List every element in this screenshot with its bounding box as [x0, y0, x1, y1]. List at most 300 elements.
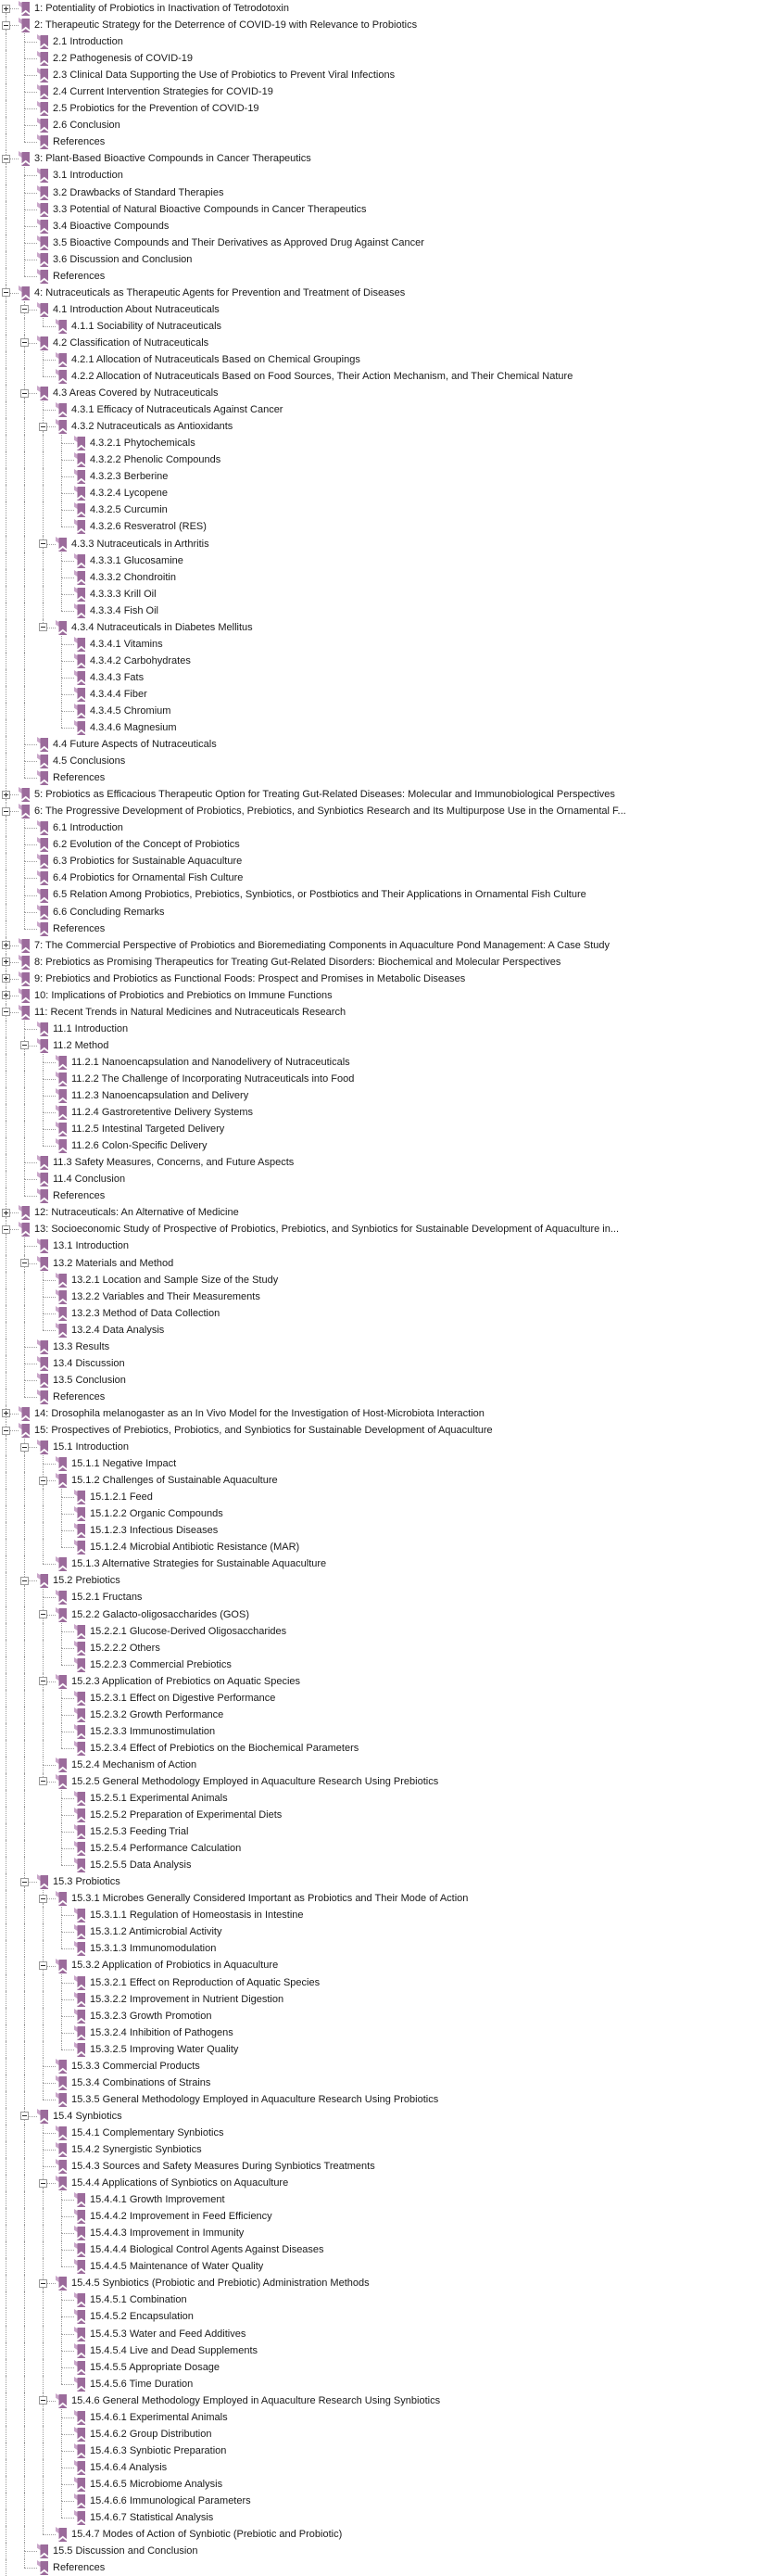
- bookmark-icon[interactable]: [74, 519, 86, 534]
- bookmark-label[interactable]: 15.2.2.3 Commercial Prebiotics: [90, 1658, 232, 1670]
- bookmark-icon[interactable]: [74, 2042, 86, 2057]
- bookmark-label[interactable]: 15.4.5.3 Water and Feed Additives: [90, 2328, 246, 2340]
- bookmark-icon[interactable]: [56, 620, 68, 635]
- bookmark-label[interactable]: 15.4.4 Applications of Synbiotics on Aquaculture: [71, 2177, 289, 2189]
- bookmark-label[interactable]: 4.1 Introduction About Nutraceuticals: [53, 303, 220, 315]
- bookmark-label[interactable]: 15.3.1.1 Regulation of Homeostasis in Intestine: [90, 1910, 304, 1922]
- bookmark-label[interactable]: 13.2.3 Method of Data Collection: [71, 1307, 220, 1319]
- bookmark-label[interactable]: 15.3.1.3 Immunomodulation: [90, 1943, 217, 1955]
- expand-toggle-icon[interactable]: [2, 1409, 10, 1417]
- bookmark-icon[interactable]: [56, 1122, 68, 1136]
- bookmark-label[interactable]: 15.2.5.5 Data Analysis: [90, 1859, 192, 1872]
- bookmark-label[interactable]: 15.4.6.2 Group Distribution: [90, 2428, 212, 2440]
- bookmark-icon[interactable]: [37, 1373, 49, 1388]
- bookmark-label[interactable]: References: [53, 1390, 106, 1402]
- bookmark-icon[interactable]: [37, 1874, 49, 1889]
- bookmark-icon[interactable]: [19, 971, 31, 986]
- bookmark-icon[interactable]: [56, 419, 68, 434]
- bookmark-label[interactable]: 15.2 Prebiotics: [53, 1575, 120, 1587]
- bookmark-icon[interactable]: [19, 18, 31, 32]
- bookmark-icon[interactable]: [56, 2527, 68, 2542]
- bookmark-label[interactable]: 15.3.2.5 Improving Water Quality: [90, 2043, 239, 2055]
- bookmark-label[interactable]: 15.4.4.4 Biological Control Agents Against Diseases: [90, 2244, 324, 2256]
- expand-toggle-icon[interactable]: [2, 941, 10, 949]
- bookmark-label[interactable]: 4.3.2 Nutraceuticals as Antioxidants: [71, 421, 233, 433]
- bookmark-label[interactable]: 6.5 Relation Among Probiotics, Prebiotics, Synbiotics, or Postbiotics and Their Applications in Ornamental Fish Culture: [53, 889, 586, 901]
- bookmark-icon[interactable]: [56, 1556, 68, 1571]
- bookmark-icon[interactable]: [74, 670, 86, 685]
- bookmark-icon[interactable]: [74, 1506, 86, 1521]
- bookmark-icon[interactable]: [37, 2560, 49, 2575]
- bookmark-icon[interactable]: [56, 1674, 68, 1689]
- bookmark-label[interactable]: 15.2.3.1 Effect on Digestive Performance: [90, 1692, 276, 1704]
- bookmark-label[interactable]: 15.2.5.4 Performance Calculation: [90, 1843, 242, 1855]
- bookmark-label[interactable]: 15.4.5.6 Time Duration: [90, 2378, 194, 2390]
- bookmark-label[interactable]: 13.4 Discussion: [53, 1357, 125, 1369]
- bookmark-icon[interactable]: [74, 2510, 86, 2525]
- collapse-toggle-icon[interactable]: [20, 1577, 29, 1585]
- bookmark-label[interactable]: 15.4.5.2 Encapsulation: [90, 2311, 194, 2323]
- bookmark-label[interactable]: 15.2.2.1 Glucose-Derived Oligosaccharides: [90, 1625, 287, 1637]
- bookmark-label[interactable]: 15.4.6 General Methodology Employed in Aquaculture Research Using Synbiotics: [71, 2394, 441, 2406]
- bookmark-icon[interactable]: [74, 2410, 86, 2425]
- bookmark-icon[interactable]: [19, 1406, 31, 1421]
- bookmark-label[interactable]: 10: Implications of Probiotics and Prebiotics on Immune Functions: [34, 989, 333, 1001]
- bookmark-label[interactable]: 6.4 Probiotics for Ornamental Fish Culture: [53, 872, 244, 884]
- bookmark-icon[interactable]: [74, 2343, 86, 2358]
- bookmark-icon[interactable]: [19, 787, 31, 802]
- bookmark-icon[interactable]: [19, 286, 31, 300]
- collapse-toggle-icon[interactable]: [2, 1427, 10, 1435]
- bookmark-label[interactable]: 15.4.6.7 Statistical Analysis: [90, 2512, 214, 2524]
- bookmark-icon[interactable]: [37, 854, 49, 869]
- bookmark-icon[interactable]: [74, 452, 86, 467]
- bookmark-label[interactable]: References: [53, 2562, 106, 2574]
- bookmark-label[interactable]: 11.4 Conclusion: [53, 1174, 126, 1186]
- bookmark-icon[interactable]: [74, 1490, 86, 1504]
- bookmark-label[interactable]: 15.1.3 Alternative Strategies for Sustainable Aquaculture: [71, 1558, 327, 1570]
- bookmark-icon[interactable]: [56, 1273, 68, 1288]
- bookmark-label[interactable]: 15.2.1 Fructans: [71, 1592, 143, 1604]
- bookmark-icon[interactable]: [56, 1323, 68, 1338]
- bookmark-icon[interactable]: [74, 720, 86, 735]
- bookmark-label[interactable]: 2.3 Clinical Data Supporting the Use of Probiotics to Prevent Viral Infections: [53, 70, 396, 82]
- expand-toggle-icon[interactable]: [2, 974, 10, 983]
- bookmark-label[interactable]: 4.5 Conclusions: [53, 755, 126, 768]
- bookmark-label[interactable]: 15.4.5 Synbiotics (Probiotic and Prebiotic) Administration Methods: [71, 2278, 370, 2290]
- bookmark-label[interactable]: 3.4 Bioactive Compounds: [53, 220, 170, 232]
- bookmark-icon[interactable]: [19, 1005, 31, 1020]
- bookmark-icon[interactable]: [56, 1959, 68, 1973]
- bookmark-icon[interactable]: [74, 2192, 86, 2207]
- bookmark-label[interactable]: 15.1 Introduction: [53, 1441, 129, 1453]
- bookmark-icon[interactable]: [19, 955, 31, 970]
- collapse-toggle-icon[interactable]: [39, 1961, 47, 1970]
- bookmark-icon[interactable]: [56, 2126, 68, 2140]
- bookmark-icon[interactable]: [74, 2209, 86, 2224]
- bookmark-icon[interactable]: [74, 436, 86, 450]
- bookmark-icon[interactable]: [74, 2427, 86, 2442]
- bookmark-icon[interactable]: [56, 402, 68, 417]
- bookmark-icon[interactable]: [74, 2443, 86, 2458]
- collapse-toggle-icon[interactable]: [20, 338, 29, 347]
- bookmark-label[interactable]: 4.2.1 Allocation of Nutraceuticals Based on Chemical Groupings: [71, 353, 360, 365]
- bookmark-label[interactable]: 15.1.2.3 Infectious Diseases: [90, 1525, 219, 1537]
- bookmark-label[interactable]: 12: Nutraceuticals: An Alternative of Medicine: [34, 1207, 239, 1219]
- bookmark-icon[interactable]: [56, 2075, 68, 2090]
- bookmark-icon[interactable]: [74, 1641, 86, 1656]
- bookmark-icon[interactable]: [56, 1473, 68, 1488]
- bookmark-label[interactable]: 4.3.4.4 Fiber: [90, 688, 147, 700]
- bookmark-icon[interactable]: [37, 1188, 49, 1203]
- bookmark-icon[interactable]: [74, 1908, 86, 1922]
- bookmark-label[interactable]: 4.1.1 Sociability of Nutraceuticals: [71, 320, 222, 332]
- bookmark-label[interactable]: References: [53, 772, 106, 784]
- bookmark-label[interactable]: 11.2.4 Gastroretentive Delivery Systems: [71, 1107, 254, 1119]
- bookmark-icon[interactable]: [56, 2276, 68, 2290]
- collapse-toggle-icon[interactable]: [39, 1895, 47, 1903]
- bookmark-label[interactable]: 15.3.4 Combinations of Strains: [71, 2076, 211, 2088]
- expand-toggle-icon[interactable]: [2, 991, 10, 999]
- bookmark-icon[interactable]: [74, 2292, 86, 2307]
- bookmark-icon[interactable]: [56, 2393, 68, 2408]
- bookmark-label[interactable]: 15.3.2 Application of Probiotics in Aquaculture: [71, 1960, 279, 1972]
- bookmark-label[interactable]: 3.3 Potential of Natural Bioactive Compounds in Cancer Therapeutics: [53, 203, 367, 215]
- bookmark-icon[interactable]: [74, 687, 86, 702]
- bookmark-label[interactable]: 7: The Commercial Perspective of Probiotics and Bioremediating Components in Aquaculture Pond Management: A Case Study: [34, 939, 611, 951]
- bookmark-label[interactable]: 3.6 Discussion and Conclusion: [53, 253, 193, 265]
- bookmark-icon[interactable]: [56, 1289, 68, 1304]
- bookmark-icon[interactable]: [37, 219, 49, 234]
- bookmark-label[interactable]: 13.2.1 Location and Sample Size of the Study: [71, 1274, 279, 1286]
- bookmark-icon[interactable]: [37, 1356, 49, 1371]
- collapse-toggle-icon[interactable]: [39, 623, 47, 631]
- bookmark-label[interactable]: 1: Potentiality of Probiotics in Inactivation of Tetrodotoxin: [34, 3, 289, 14]
- bookmark-label[interactable]: 4.3 Areas Covered by Nutraceuticals: [53, 387, 219, 400]
- bookmark-label[interactable]: 3: Plant-Based Bioactive Compounds in Cancer Therapeutics: [34, 153, 311, 165]
- bookmark-label[interactable]: 15.4.5.5 Appropriate Dosage: [90, 2361, 220, 2373]
- bookmark-label[interactable]: 15.3.1 Microbes Generally Considered Important as Probiotics and Their Mode of Action: [71, 1893, 469, 1905]
- bookmark-icon[interactable]: [56, 1105, 68, 1120]
- bookmark-label[interactable]: 15.1.2.1 Feed: [90, 1491, 153, 1504]
- bookmark-label[interactable]: 15.4.6.6 Immunological Parameters: [90, 2494, 251, 2506]
- bookmark-label[interactable]: 15.5 Discussion and Conclusion: [53, 2545, 198, 2557]
- bookmark-icon[interactable]: [19, 151, 31, 166]
- bookmark-label[interactable]: 15.2.3 Application of Prebiotics on Aquatic Species: [71, 1675, 301, 1687]
- bookmark-icon[interactable]: [74, 1540, 86, 1554]
- bookmark-icon[interactable]: [56, 1774, 68, 1789]
- bookmark-icon[interactable]: [37, 118, 49, 133]
- bookmark-icon[interactable]: [37, 1038, 49, 1053]
- bookmark-icon[interactable]: [19, 988, 31, 1003]
- bookmark-icon[interactable]: [37, 101, 49, 116]
- collapse-toggle-icon[interactable]: [2, 1225, 10, 1234]
- bookmark-label[interactable]: 15.2.5.3 Feeding Trial: [90, 1826, 189, 1838]
- bookmark-label[interactable]: 15.4.6.3 Synbiotic Preparation: [90, 2444, 227, 2456]
- bookmark-icon[interactable]: [37, 737, 49, 752]
- bookmark-icon[interactable]: [19, 1205, 31, 1220]
- bookmark-icon[interactable]: [37, 386, 49, 400]
- bookmark-label[interactable]: 4.3.3.1 Glucosamine: [90, 554, 183, 566]
- bookmark-label[interactable]: 15: Prospectives of Prebiotics, Probiotics, and Synbiotics for Sustainable Development of Aquaculture: [34, 1424, 493, 1436]
- bookmark-icon[interactable]: [37, 754, 49, 768]
- bookmark-icon[interactable]: [74, 2025, 86, 2040]
- bookmark-icon[interactable]: [37, 1573, 49, 1588]
- bookmark-icon[interactable]: [19, 804, 31, 818]
- bookmark-label[interactable]: 15.3.1.2 Antimicrobial Activity: [90, 1926, 222, 1938]
- bookmark-label[interactable]: 4.3.2.6 Resveratrol (RES): [90, 521, 207, 533]
- bookmark-label[interactable]: 15.2.3.3 Immunostimulation: [90, 1725, 216, 1737]
- bookmark-label[interactable]: 11.2.5 Intestinal Targeted Delivery: [71, 1123, 225, 1136]
- bookmark-icon[interactable]: [37, 2109, 49, 2124]
- bookmark-icon[interactable]: [56, 537, 68, 552]
- bookmark-icon[interactable]: [37, 336, 49, 350]
- bookmark-icon[interactable]: [37, 921, 49, 936]
- bookmark-icon[interactable]: [19, 938, 31, 953]
- bookmark-label[interactable]: 2.1 Introduction: [53, 36, 123, 48]
- bookmark-label[interactable]: 4.3.2.1 Phytochemicals: [90, 438, 195, 450]
- bookmark-icon[interactable]: [37, 269, 49, 284]
- collapse-toggle-icon[interactable]: [2, 807, 10, 816]
- bookmark-icon[interactable]: [74, 1824, 86, 1839]
- bookmark-icon[interactable]: [56, 1891, 68, 1906]
- bookmark-icon[interactable]: [37, 68, 49, 82]
- bookmark-icon[interactable]: [74, 637, 86, 652]
- bookmark-label[interactable]: 4.4 Future Aspects of Nutraceuticals: [53, 739, 217, 751]
- bookmark-label[interactable]: 14: Drosophila melanogaster as an In Vivo Model for the Investigation of Host-Microbiota Interaction: [34, 1407, 485, 1419]
- bookmark-icon[interactable]: [37, 1390, 49, 1404]
- bookmark-label[interactable]: 6.1 Introduction: [53, 822, 123, 834]
- bookmark-label[interactable]: 2.5 Probiotics for the Prevention of COVID-19: [53, 103, 259, 115]
- bookmark-icon[interactable]: [74, 1941, 86, 1956]
- expand-toggle-icon[interactable]: [2, 791, 10, 799]
- bookmark-icon[interactable]: [37, 870, 49, 885]
- bookmark-icon[interactable]: [74, 553, 86, 568]
- bookmark-icon[interactable]: [74, 1841, 86, 1856]
- bookmark-icon[interactable]: [37, 302, 49, 317]
- collapse-toggle-icon[interactable]: [39, 1610, 47, 1618]
- bookmark-icon[interactable]: [74, 1975, 86, 1990]
- bookmark-label[interactable]: 15.4.6.5 Microbiome Analysis: [90, 2478, 223, 2490]
- bookmark-icon[interactable]: [19, 1, 31, 16]
- bookmark-label[interactable]: 15.4.4.1 Growth Improvement: [90, 2194, 225, 2206]
- bookmark-label[interactable]: 13.5 Conclusion: [53, 1374, 126, 1386]
- bookmark-icon[interactable]: [56, 1456, 68, 1471]
- bookmark-icon[interactable]: [74, 1808, 86, 1822]
- bookmark-label[interactable]: 15.2.2.2 Others: [90, 1642, 160, 1654]
- bookmark-label[interactable]: 15.2.5.2 Preparation of Experimental Diets: [90, 1809, 283, 1821]
- bookmark-icon[interactable]: [56, 2092, 68, 2107]
- bookmark-icon[interactable]: [37, 837, 49, 852]
- bookmark-label[interactable]: 15.2.3.4 Effect of Prebiotics on the Biochemical Parameters: [90, 1742, 359, 1754]
- bookmark-label[interactable]: 11: Recent Trends in Natural Medicines and Nutraceuticals Research: [34, 1006, 346, 1018]
- bookmark-icon[interactable]: [37, 2544, 49, 2558]
- bookmark-label[interactable]: 8: Prebiotics as Promising Therapeutics for Treating Gut-Related Disorders: Biochemical and Molecular Perspectives: [34, 956, 561, 968]
- collapse-toggle-icon[interactable]: [20, 1259, 29, 1267]
- bookmark-label[interactable]: 4.3.3.3 Krill Oil: [90, 588, 157, 600]
- bookmark-label[interactable]: 2: Therapeutic Strategy for the Deterrence of COVID-19 with Relevance to Probiotics: [34, 19, 418, 32]
- bookmark-label[interactable]: 4.3.2.4 Lycopene: [90, 488, 168, 500]
- bookmark-label[interactable]: 4.3.4.3 Fats: [90, 671, 145, 683]
- bookmark-label[interactable]: 15.4.6.4 Analysis: [90, 2461, 168, 2473]
- bookmark-label[interactable]: 13.3 Results: [53, 1340, 110, 1352]
- bookmark-label[interactable]: 4: Nutraceuticals as Therapeutic Agents for Prevention and Treatment of Diseases: [34, 286, 406, 298]
- bookmark-label[interactable]: 11.2.2 The Challenge of Incorporating Nutraceuticals into Food: [71, 1073, 355, 1085]
- bookmark-label[interactable]: References: [53, 1190, 106, 1202]
- bookmark-label[interactable]: 11.2 Method: [53, 1039, 109, 1051]
- bookmark-label[interactable]: 15.4.3 Sources and Safety Measures During Synbiotics Treatments: [71, 2161, 375, 2173]
- bookmark-label[interactable]: 15.1.2.4 Microbial Antibiotic Resistance (MAR): [90, 1542, 300, 1554]
- bookmark-icon[interactable]: [74, 1858, 86, 1872]
- bookmark-label[interactable]: 2.4 Current Intervention Strategies for COVID-19: [53, 86, 273, 98]
- bookmark-icon[interactable]: [56, 1088, 68, 1103]
- bookmark-icon[interactable]: [56, 1607, 68, 1622]
- bookmark-label[interactable]: 15.2.5.1 Experimental Animals: [90, 1793, 228, 1805]
- bookmark-label[interactable]: 4.3.2.3 Berberine: [90, 471, 169, 483]
- bookmark-label[interactable]: 4.3.1 Efficacy of Nutraceuticals Against Cancer: [71, 404, 283, 416]
- bookmark-icon[interactable]: [56, 1590, 68, 1605]
- bookmark-icon[interactable]: [37, 1238, 49, 1253]
- bookmark-icon[interactable]: [37, 820, 49, 835]
- bookmark-label[interactable]: 4.2 Classification of Nutraceuticals: [53, 336, 209, 349]
- bookmark-label[interactable]: 13.1 Introduction: [53, 1240, 129, 1252]
- collapse-toggle-icon[interactable]: [39, 2179, 47, 2188]
- bookmark-icon[interactable]: [74, 486, 86, 501]
- bookmark-label[interactable]: 15.4.7 Modes of Action of Synbiotic (Prebiotic and Probiotic): [71, 2529, 343, 2541]
- bookmark-icon[interactable]: [37, 1440, 49, 1454]
- bookmark-icon[interactable]: [74, 469, 86, 484]
- bookmark-label[interactable]: 15.4.4.2 Improvement in Feed Efficiency: [90, 2211, 272, 2223]
- collapse-toggle-icon[interactable]: [39, 539, 47, 548]
- bookmark-icon[interactable]: [37, 888, 49, 903]
- bookmark-icon[interactable]: [74, 1741, 86, 1756]
- bookmark-icon[interactable]: [74, 1657, 86, 1672]
- bookmark-label[interactable]: 4.3.3.4 Fish Oil: [90, 604, 158, 616]
- bookmark-icon[interactable]: [56, 2059, 68, 2074]
- collapse-toggle-icon[interactable]: [39, 1477, 47, 1485]
- bookmark-label[interactable]: 13.2 Materials and Method: [53, 1257, 174, 1269]
- bookmark-label[interactable]: References: [53, 270, 106, 282]
- collapse-toggle-icon[interactable]: [39, 2396, 47, 2405]
- bookmark-label[interactable]: 4.3.3.2 Chondroitin: [90, 571, 176, 583]
- bookmark-label[interactable]: 13: Socioeconomic Study of Prospective of Probiotics, Prebiotics, and Synbiotics for Sustainable Development of Aquaculture in...: [34, 1224, 620, 1236]
- bookmark-icon[interactable]: [74, 1724, 86, 1739]
- bookmark-label[interactable]: 6.6 Concluding Remarks: [53, 906, 165, 918]
- bookmark-icon[interactable]: [74, 2327, 86, 2341]
- bookmark-label[interactable]: 15.1.1 Negative Impact: [71, 1458, 177, 1470]
- bookmark-icon[interactable]: [37, 202, 49, 217]
- bookmark-icon[interactable]: [74, 654, 86, 668]
- bookmark-icon[interactable]: [74, 587, 86, 602]
- bookmark-label[interactable]: 11.1 Introduction: [53, 1022, 129, 1034]
- bookmark-icon[interactable]: [56, 1072, 68, 1086]
- bookmark-icon[interactable]: [74, 2226, 86, 2240]
- bookmark-label[interactable]: 15.1.2.2 Organic Compounds: [90, 1508, 223, 1520]
- bookmark-label[interactable]: 15.3.3 Commercial Products: [71, 2060, 200, 2072]
- bookmark-label[interactable]: 9: Prebiotics and Probiotics as Functional Foods: Prospect and Promises in Metabolic Diseases: [34, 972, 466, 984]
- bookmark-icon[interactable]: [74, 2477, 86, 2492]
- bookmark-icon[interactable]: [19, 1222, 31, 1237]
- bookmark-label[interactable]: 3.1 Introduction: [53, 170, 123, 182]
- bookmark-icon[interactable]: [74, 570, 86, 585]
- bookmark-label[interactable]: 15.4 Synbiotics: [53, 2110, 122, 2122]
- bookmark-label[interactable]: 13.2.4 Data Analysis: [71, 1324, 165, 1336]
- bookmark-label[interactable]: 4.3.4.5 Chromium: [90, 704, 171, 717]
- bookmark-label[interactable]: 4.3.2.5 Curcumin: [90, 504, 168, 516]
- bookmark-label[interactable]: 15.4.5.4 Live and Dead Supplements: [90, 2344, 258, 2356]
- bookmark-label[interactable]: 13.2.2 Variables and Their Measurements: [71, 1290, 260, 1302]
- bookmark-label[interactable]: 4.3.4.2 Carbohydrates: [90, 654, 191, 666]
- collapse-toggle-icon[interactable]: [2, 1008, 10, 1016]
- bookmark-icon[interactable]: [74, 2494, 86, 2508]
- bookmark-icon[interactable]: [19, 1423, 31, 1438]
- bookmark-label[interactable]: 3.2 Drawbacks of Standard Therapies: [53, 186, 224, 198]
- bookmark-label[interactable]: 15.4.1 Complementary Synbiotics: [71, 2126, 224, 2138]
- bookmark-icon[interactable]: [56, 1055, 68, 1070]
- collapse-toggle-icon[interactable]: [20, 1041, 29, 1049]
- bookmark-icon[interactable]: [74, 2009, 86, 2024]
- bookmark-icon[interactable]: [56, 2142, 68, 2157]
- bookmark-label[interactable]: 15.3.2.2 Improvement in Nutrient Digestion: [90, 1993, 284, 2005]
- bookmark-label[interactable]: 4.2.2 Allocation of Nutraceuticals Based on Food Sources, Their Action Mechanism, and Their Chemical Nature: [71, 371, 573, 383]
- bookmark-label[interactable]: 5: Probiotics as Efficacious Therapeutic Option for Treating Gut-Related Diseases: Molecular and Immunobiological Perspectives: [34, 789, 615, 801]
- bookmark-icon[interactable]: [37, 905, 49, 920]
- bookmark-label[interactable]: 4.3.2.2 Phenolic Compounds: [90, 454, 221, 466]
- bookmark-icon[interactable]: [37, 1155, 49, 1170]
- bookmark-icon[interactable]: [37, 770, 49, 785]
- bookmark-label[interactable]: 15.2.4 Mechanism of Action: [71, 1758, 197, 1770]
- bookmark-label[interactable]: 6.2 Evolution of the Concept of Probiotics: [53, 839, 240, 851]
- bookmark-label[interactable]: 15.3.2.3 Growth Promotion: [90, 2010, 212, 2022]
- bookmark-icon[interactable]: [56, 1138, 68, 1153]
- bookmark-label[interactable]: 2.6 Conclusion: [53, 120, 120, 132]
- bookmark-icon[interactable]: [56, 352, 68, 367]
- bookmark-icon[interactable]: [56, 1306, 68, 1321]
- bookmark-label[interactable]: 15.3.5 General Methodology Employed in Aquaculture Research Using Probiotics: [71, 2093, 439, 2105]
- bookmark-label[interactable]: 15.1.2 Challenges of Sustainable Aquaculture: [71, 1475, 278, 1487]
- bookmark-icon[interactable]: [74, 603, 86, 618]
- bookmark-icon[interactable]: [37, 185, 49, 200]
- bookmark-label[interactable]: 15.2.5 General Methodology Employed in Aquaculture Research Using Prebiotics: [71, 1775, 439, 1787]
- bookmark-label[interactable]: 11.2.1 Nanoencapsulation and Nanodelivery of Nutraceuticals: [71, 1056, 350, 1068]
- bookmark-icon[interactable]: [56, 369, 68, 384]
- bookmark-label[interactable]: 4.3.4.1 Vitamins: [90, 638, 163, 650]
- bookmark-icon[interactable]: [37, 252, 49, 267]
- bookmark-icon[interactable]: [74, 2460, 86, 2475]
- bookmark-label[interactable]: 3.5 Bioactive Compounds and Their Derivatives as Approved Drug Against Cancer: [53, 236, 424, 248]
- collapse-toggle-icon[interactable]: [39, 1777, 47, 1785]
- bookmark-label[interactable]: 4.3.4 Nutraceuticals in Diabetes Mellitus: [71, 621, 253, 633]
- bookmark-icon[interactable]: [74, 1924, 86, 1939]
- bookmark-label[interactable]: 15.2.3.2 Growth Performance: [90, 1708, 224, 1720]
- bookmark-icon[interactable]: [74, 1624, 86, 1639]
- expand-toggle-icon[interactable]: [2, 1209, 10, 1217]
- bookmark-icon[interactable]: [74, 1707, 86, 1722]
- bookmark-icon[interactable]: [74, 2377, 86, 2392]
- collapse-toggle-icon[interactable]: [39, 2279, 47, 2288]
- bookmark-icon[interactable]: [56, 319, 68, 334]
- bookmark-label[interactable]: 2.2 Pathogenesis of COVID-19: [53, 53, 194, 65]
- collapse-toggle-icon[interactable]: [20, 389, 29, 398]
- bookmark-icon[interactable]: [37, 34, 49, 49]
- bookmark-icon[interactable]: [74, 1791, 86, 1806]
- collapse-toggle-icon[interactable]: [20, 1878, 29, 1886]
- bookmark-icon[interactable]: [56, 2176, 68, 2190]
- bookmark-label[interactable]: 6.3 Probiotics for Sustainable Aquaculture: [53, 856, 243, 868]
- expand-toggle-icon[interactable]: [2, 958, 10, 966]
- bookmark-label[interactable]: 15.2.2 Galacto-oligosaccharides (GOS): [71, 1608, 249, 1620]
- bookmark-icon[interactable]: [37, 1339, 49, 1354]
